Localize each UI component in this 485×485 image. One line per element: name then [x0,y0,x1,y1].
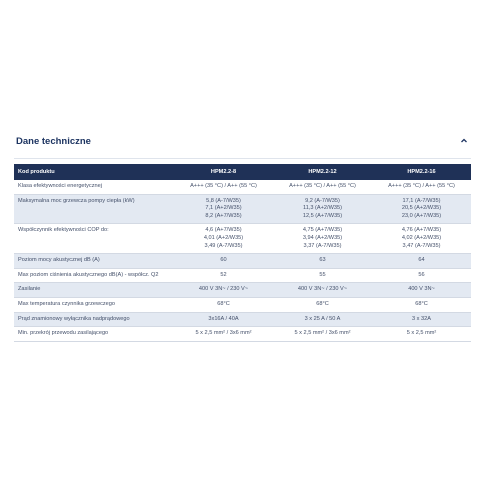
cell-line: 68°C [415,300,428,307]
table-cell [372,268,471,283]
table-row [14,297,471,312]
cell-line: 400 V 3N~ [408,286,435,293]
cell-line: 7,1 (A+2/W35) [205,205,242,212]
cell-line: 8,2 (A+7/W35) [205,212,242,219]
table-row [14,312,471,327]
table-cell [372,283,471,298]
row-label: Maksymalna moc grzewcza pompy ciepła (kW) [18,197,135,204]
row-label: Max temperatura czynnika grzewczego [18,300,116,307]
cell-line: 4,01 (A+2/W35) [203,234,244,241]
row-label: Współczynnik efektywności COP do: [18,227,109,234]
table-cell [174,297,273,312]
table-cell [273,297,372,312]
cell-line: 68°C [316,300,329,307]
table-cell [372,312,471,327]
table-cell [372,180,471,194]
table-cell [372,327,471,342]
cell-line: 60 [220,257,227,264]
table-row [14,283,471,298]
row-label: Min. przekrój przewodu zasilającego [18,330,109,337]
row-label: Zasilanie [18,286,41,293]
section-header[interactable] [14,136,471,154]
table-cell [174,327,273,342]
cell-line: 12,5 (A+7/W35) [302,212,343,219]
table-cell [273,194,372,224]
table-row [14,268,471,283]
table-cell [273,268,372,283]
cell-line: 5 x 2,5 mm² / 3x6 mm² [294,330,351,337]
row-label: Klasa efektywności energetycznej [18,183,102,189]
table-cell [174,194,273,224]
cell-line: 23,0 (A+7/W35) [401,212,442,219]
section-title: Dane techniczne [16,136,91,147]
cell-line: 56 [418,271,425,278]
table-cell [174,268,273,283]
row-label: Poziom mocy akustycznej dB (A) [18,257,100,264]
table-cell [273,224,372,254]
chevron-up-icon[interactable] [457,134,471,148]
cell-line: 64 [418,257,425,264]
cell-line: 68°C [217,300,230,307]
cell-line: 3x16A / 40A [208,315,239,322]
table-cell [174,224,273,254]
table-cell [273,312,372,327]
cell-line: A+++ (35 °C) / A++ (55 °C) [388,183,455,189]
cell-line: 3,49 (A-7/W35) [204,242,243,249]
cell-line: 5,8 (A-7/W35) [206,197,241,204]
table-row [14,180,471,194]
table-cell [174,180,273,194]
table-cell [174,312,273,327]
column-header: HPM2.2-8 [210,169,237,175]
row-label: Max poziom ciśnienia akustycznego dB(A) - współcz. Q2 [18,271,159,278]
cell-line: 11,3 (A+2/W35) [303,205,342,212]
cell-line: 20,5 (A+2/W35) [401,205,442,212]
column-header: HPM2.2-12 [308,169,337,175]
table-cell [174,254,273,269]
cell-line: 63 [319,257,326,264]
table-cell [273,180,372,194]
table-row [14,224,471,254]
table-row [14,327,471,342]
table-cell [273,283,372,298]
cell-line: 52 [220,271,227,278]
tech-data-panel [14,136,471,342]
specs-table [14,164,471,342]
cell-line: 3,37 (A-7/W35) [303,242,342,249]
cell-line: 400 V 3N~ / 230 V~ [198,286,249,293]
cell-line: 3 x 32A [412,315,431,322]
cell-line: 5 x 2,5 mm² [406,330,437,337]
cell-line: 4,75 (A+7/W35) [302,227,343,234]
divider [14,158,471,159]
cell-line: 400 V 3N~ / 230 V~ [297,286,348,293]
cell-line: 4,76 (A+7/W35) [401,227,442,234]
cell-line: 3 x 25 A / 50 A [304,315,341,322]
cell-line: A+++ (35 °C) / A++ (55 °C) [190,183,257,189]
cell-line: 4,6 (A+7/W35) [205,227,242,234]
table-cell [372,254,471,269]
cell-line: 5 x 2,5 mm² / 3x6 mm² [195,330,252,337]
table-header-row [14,164,471,180]
row-label: Prąd znamionowy wyłącznika nadprądowego [18,315,130,322]
cell-line: 3,94 (A+2/W35) [302,234,343,241]
column-header: Kod produktu [18,169,55,175]
cell-line: 9,2 (A-7/W35) [305,197,340,204]
cell-line: 55 [319,271,326,278]
table-cell [372,297,471,312]
table-cell [174,283,273,298]
table-cell [372,224,471,254]
table-cell [273,327,372,342]
cell-line: A+++ (35 °C) / A++ (55 °C) [289,183,356,189]
cell-line: 3,47 (A-7/W35) [402,242,441,249]
table-cell [372,194,471,224]
column-header: HPM2.2-16 [407,169,436,175]
table-row [14,254,471,269]
cell-line: 17,1 (A-7/W35) [402,197,441,204]
table-row [14,194,471,224]
cell-line: 4,02 (A+2/W35) [401,234,442,241]
table-cell [273,254,372,269]
